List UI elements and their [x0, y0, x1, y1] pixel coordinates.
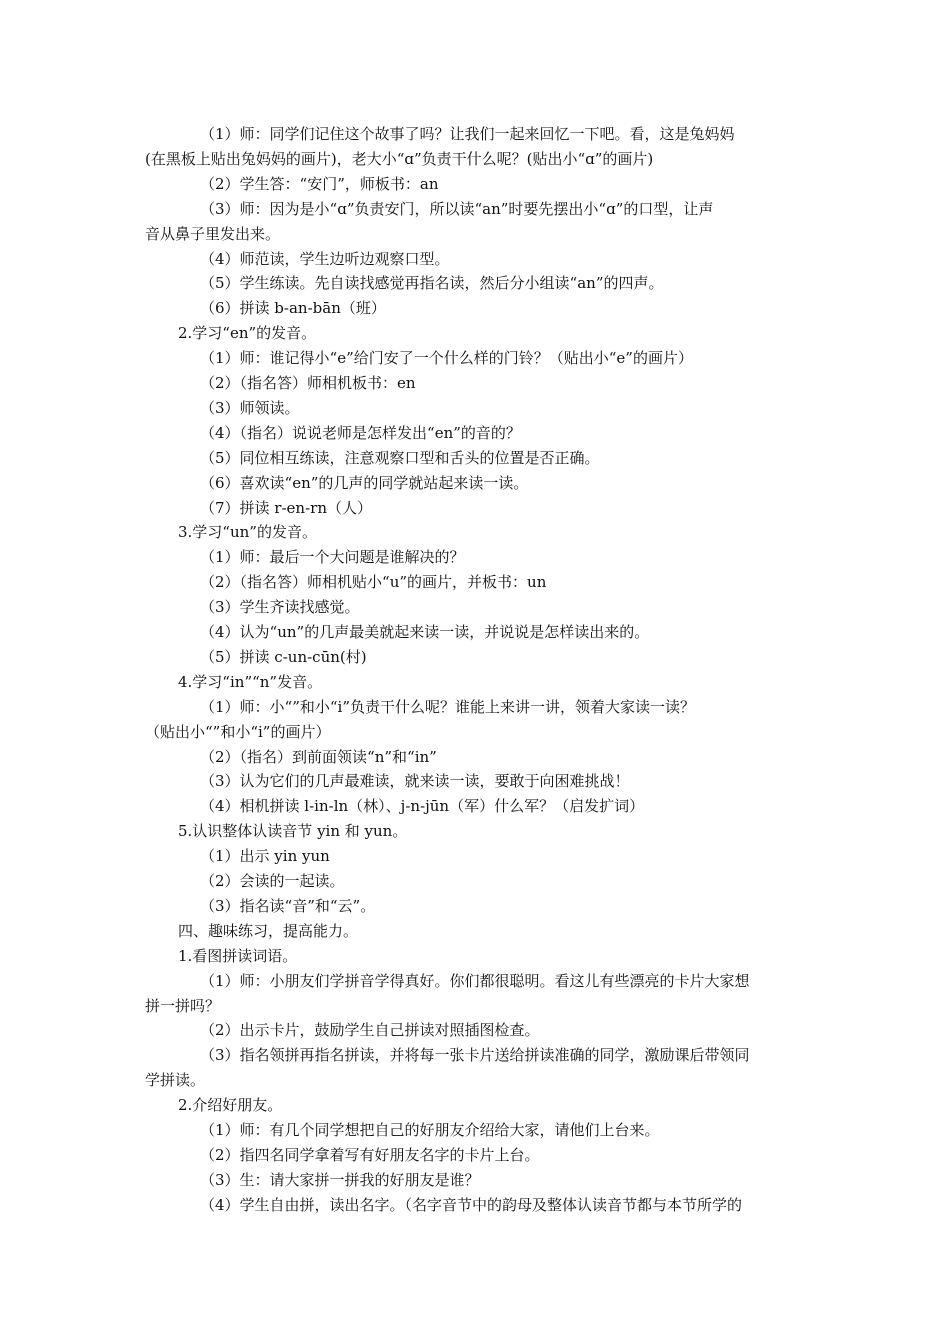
text-line: （3）学生齐读找感觉。: [200, 598, 360, 617]
section-heading: 3.学习“un”的发音。: [178, 523, 317, 542]
section-heading: 四、趣味练习，提高能力。: [178, 921, 359, 940]
text-line: （1）师：最后一个大问题是谁解决的？: [200, 548, 465, 567]
section-heading: 4.学习“in”“n”发音。: [178, 672, 323, 691]
section-heading: 5.认识整体认读音节 yin 和 yun。: [178, 822, 408, 841]
text-line: （3）师：因为是小“ɑ”负责安门，所以读“an”时要先摆出小“ɑ”的口型，让声: [200, 199, 714, 218]
text-line: （1）师：小“”和小“i”负责干什么呢？谁能上来讲一讲，领着大家读一读？: [200, 697, 696, 716]
text-line: （4）认为“un”的几声最美就起来读一读，并说说是怎样读出来的。: [200, 623, 650, 641]
text-line: （3）师领读。: [200, 398, 300, 417]
text-line: （2）学生答：“安门”，师板书：an: [200, 174, 439, 193]
text-line: （2）指四名同学拿着写有好朋友名字的卡片上台。: [200, 1145, 540, 1164]
text-line: 学拼读。: [145, 1071, 206, 1090]
text-line: （2）（指名答）师相机贴小“u”的画片，并板书：un: [200, 573, 547, 592]
section-heading: 1.看图拼读词语。: [178, 946, 298, 965]
text-line: （1）出示 yin yun: [200, 847, 330, 866]
text-line: 音从鼻子里发出来。: [145, 224, 281, 243]
text-line: （2）会读的一起读。: [200, 872, 345, 890]
text-line: （1）师：同学们记住这个故事了吗？让我们一起来回忆一下吧。看，这是兔妈妈: [200, 125, 735, 143]
text-line: （4）相机拼读 l-in-ln（林）、j-n-jūn（军）什么军？（启发扩词）: [200, 797, 645, 816]
text-line: （1）师：有几个同学想把自己的好朋友介绍给大家，请他们上台来。: [200, 1121, 660, 1139]
text-line: （3）生：请大家拼一拼我的好朋友是谁？: [200, 1170, 480, 1189]
section-heading: 2.学习“en”的发音。: [178, 324, 317, 343]
text-line: （5）拼读 c-un-cūn(村): [200, 647, 367, 666]
text-line: （6）喜欢读“en”的几声的同学就站起来读一读。: [200, 473, 529, 492]
text-line: （2）（指名答）师相机板书：en: [200, 374, 416, 392]
text-line: （5）学生练读。先自读找感觉再指名读，然后分小组读“an”的四声。: [200, 274, 664, 293]
text-line: （1）师：小朋友们学拼音学得真好。你们都很聪明。看这儿有些漂亮的卡片大家想: [200, 971, 750, 990]
text-line: （3）指名读“音”和“云”。: [200, 896, 376, 915]
text-line: （贴出小“”和小“i”的画片）: [145, 722, 331, 741]
text-line: (在黑板上贴出兔妈妈的画片)，老大小“ɑ”负责干什么呢？(贴出小“ɑ”的画片): [145, 149, 654, 168]
section-heading: 2.介绍好朋友。: [178, 1096, 283, 1115]
text-line: （4）（指名）说说老师是怎样发出“en”的音的？: [200, 423, 521, 442]
text-line: （7）拼读 r-en-rn（人）: [200, 498, 372, 517]
text-line: （3）认为它们的几声最难读，就来读一读，要敢于向困难挑战！: [200, 772, 630, 791]
text-line: （6）拼读 b-an-bān（班）: [200, 299, 386, 318]
text-line: （1）师：谁记得小“e”给门安了一个什么样的门铃？（贴出小“e”的画片）: [200, 349, 693, 368]
text-line: （5）同位相互练读，注意观察口型和舌头的位置是否正确。: [200, 448, 600, 467]
text-line: （4）学生自由拼，读出名字。（名字音节中的韵母及整体认读音节都与本节所学的: [200, 1195, 743, 1214]
text-line: （3）指名领拼再指名拼读，并将每一张卡片送给拼读准确的同学，激励课后带领同: [200, 1046, 750, 1065]
text-line: （4）师范读，学生边听边观察口型。: [200, 249, 450, 268]
text-line: （2）出示卡片，鼓励学生自己拼读对照插图检查。: [200, 1021, 540, 1040]
text-line: （2）（指名）到前面领读“n”和“in”: [200, 747, 437, 766]
text-line: 拼一拼吗？: [145, 996, 221, 1015]
